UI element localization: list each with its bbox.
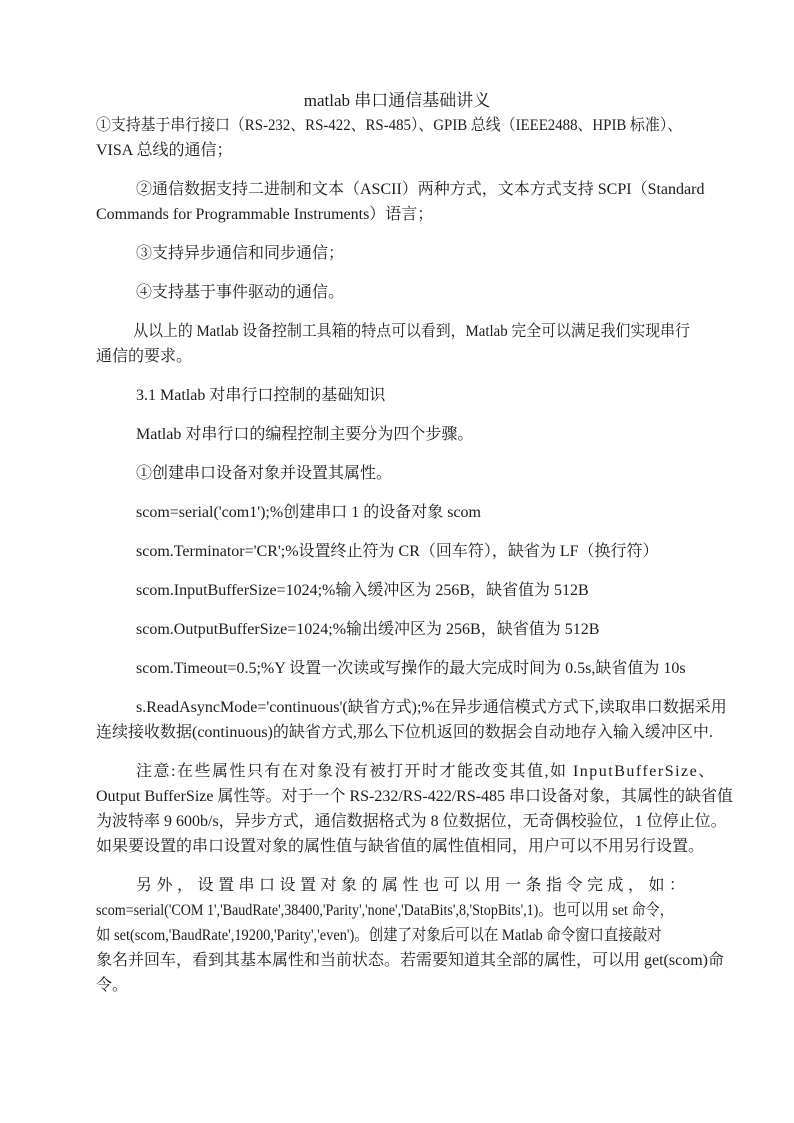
text-line: ①支持基于串行接口（RS-232、RS-422、RS-485）、GPIB 总线（IEEE2488、HPIB 标准）、 <box>96 117 683 134</box>
document-title: matlab 串口通信基础讲义 <box>303 91 491 110</box>
code-line: s.ReadAsyncMode='continuous'(缺省方式);%在异步通信模式方式下,读取串口数据采用 <box>136 699 727 716</box>
paragraph <box>96 461 698 486</box>
text-line: 令。 <box>96 977 129 994</box>
paragraph note <box>96 759 734 859</box>
text-line: Matlab 对串行口的编程控制主要分为四个步骤。 <box>136 426 474 443</box>
paragraph code-line <box>96 500 698 525</box>
paragraph <box>96 319 698 369</box>
text-line: VISA 总线的通信； <box>96 142 233 159</box>
text-line: 另外，设置串口设置对象的属性也可以用一条指令完成，如： <box>136 877 690 894</box>
code-line: scom=serial('COM 1','BaudRate',38400,'Parity','none','DataBits',8,'StopBits',1)。也可以用 set 命令， <box>96 902 674 919</box>
code-line: scom=serial('com1');%创建串口 1 的设备对象 scom <box>136 504 481 521</box>
code-line: scom.OutputBufferSize=1024;%输出缓冲区为 256B，缺省值为 512B <box>136 621 600 638</box>
paragraph code-line <box>96 578 698 603</box>
paragraph <box>96 695 727 745</box>
text-line: 从以上的 Matlab 设备控制工具箱的特点可以看到，Matlab 完全可以满足我们实现串行 <box>133 323 690 340</box>
code-line: scom.Timeout=0.5;%Y 设置一次读或写操作的最大完成时间为 0.5s,缺省值为 10s <box>136 660 686 677</box>
paragraph code-line <box>96 539 698 564</box>
code-line: 如 set(scom,'BaudRate',19200,'Parity','even')。创建了对象后可以在 Matlab 命令窗口直接敲对 <box>96 927 662 944</box>
text-line: ②通信数据支持二进制和文本（ASCII）两种方式，文本方式支持 SCPI（Standard <box>136 181 705 198</box>
paragraph <box>96 873 724 998</box>
paragraph <box>96 241 698 266</box>
text-line: 通信的要求。 <box>96 348 193 365</box>
text-line: 为波特率 9 600b/s，异步方式，通信数据格式为 8 位数据位，无奇偶校验位，1 位停止位。 <box>96 813 727 830</box>
paragraph <box>96 422 698 447</box>
paragraph section-heading <box>96 383 698 408</box>
text-line: 象名并回车，看到其基本属性和当前状态。若需要知道其全部的属性，可以用 get(scom)命 <box>96 952 724 969</box>
text-line: 注意:在些属性只有在对象没有被打开时才能改变其值,如 InputBufferSize、 <box>136 763 716 780</box>
code-line: scom.InputBufferSize=1024;%输入缓冲区为 256B，缺省值为 512B <box>136 582 589 599</box>
text-line: ①创建串口设备对象并设置其属性。 <box>136 465 393 482</box>
text-line: ④支持基于事件驱动的通信。 <box>136 284 345 301</box>
paragraph <box>96 280 698 305</box>
text-line: 连续接收数据(continuous)的缺省方式,那么下位机返回的数据会自动地存入输入缓冲区中. <box>96 724 713 741</box>
section-heading-line: 3.1 Matlab 对串行口控制的基础知识 <box>136 387 386 404</box>
paragraph code-line <box>96 656 698 681</box>
text-line: 如果要设置的串口设置对象的属性值与缺省值的属性值相同，用户可以不用另行设置。 <box>96 838 705 855</box>
paragraph <box>96 177 705 227</box>
document-content <box>96 88 734 998</box>
code-line: scom.Terminator='CR';%设置终止符为 CR（回车符），缺省为 LF（换行符） <box>136 543 659 560</box>
text-line: ③支持异步通信和同步通信； <box>136 245 345 262</box>
text-line: Commands for Programmable Instruments）语言； <box>96 206 434 223</box>
paragraph code-line <box>96 617 698 642</box>
paragraph <box>96 113 698 163</box>
text-line: Output BufferSize 属性等。对于一个 RS-232/RS-422/RS-485 串口设备对象，其属性的缺省值 <box>96 788 734 805</box>
